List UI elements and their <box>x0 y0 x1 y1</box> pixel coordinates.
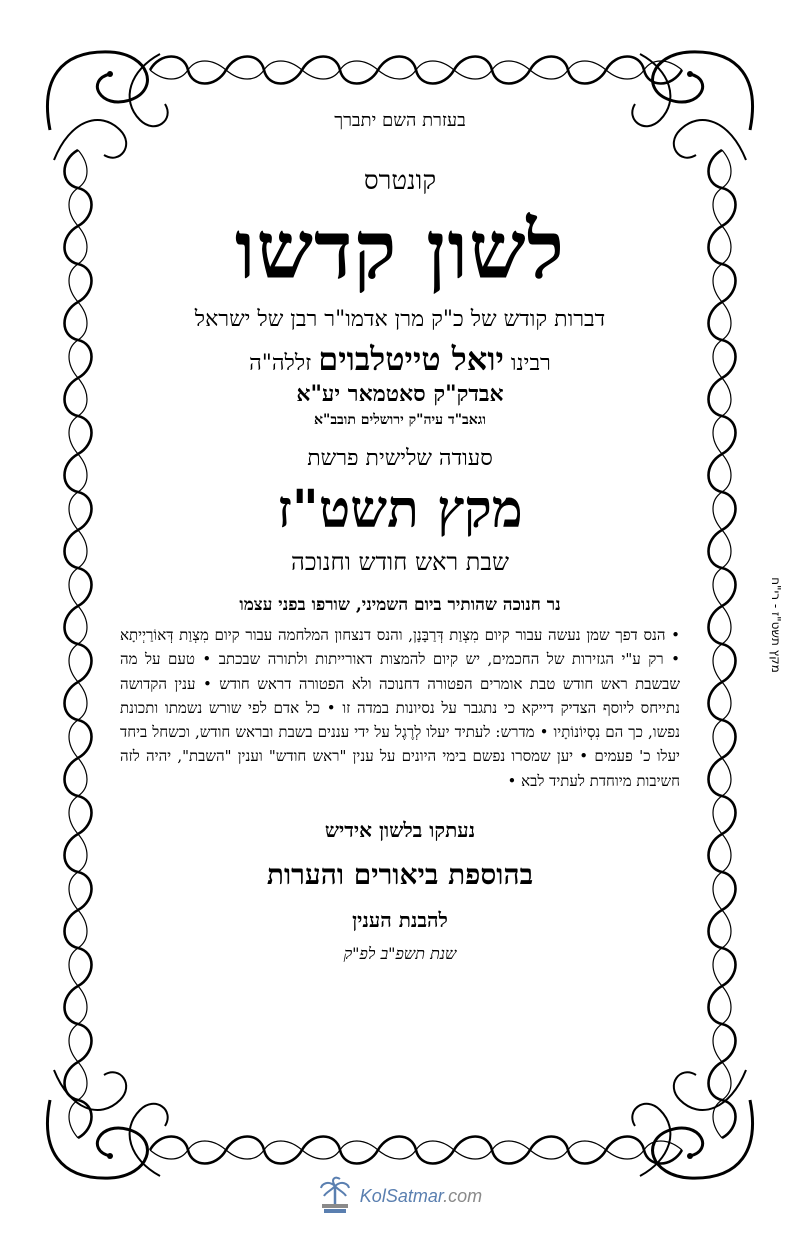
understanding-note: להבנת הענין <box>352 908 448 933</box>
author-name: יואל טייטלבוים <box>318 340 504 378</box>
author-suffix: זללה"ה <box>249 351 312 376</box>
translation-note: נעתקו בלשון אידיש <box>324 818 476 843</box>
author-title-satmar: אבדק"ק סאטמאר יע"א <box>296 381 504 407</box>
logo-wordmark <box>360 1186 482 1207</box>
logo-domain: .com <box>443 1185 483 1206</box>
side-label: מקץ תשט"ז - רי"ח <box>769 577 783 673</box>
author-prefix: רבינו <box>510 351 551 376</box>
logo-name: KolSatmar <box>359 1185 444 1206</box>
title-page-content <box>120 110 680 965</box>
summary-text: • הנס דפך שמן נעשה עבור קיום מִצְוַת דְּרַבָּנָן, והנס דנצחון המלחמה עבור קיום מִצְוַת דְּאוֹרַיְיתָא • רק ע"י הגזירות של החכמים, יש קיום להמצות דאורייתות ולתורה שבכתב • טעם על מה שבשבת ראש חודש טבת אומרים הפטורה דחנוכה ולא הפטורה דראש חודש • ענין הקדושה נתייחס ליוסף הצדיק דייקא כי נתגבר על נסיונות במדה זו • כל אדם לפי שורש נשמתו ותכונת נפשו, כך הם נִסְיוֹנוֹתָיו • מדרש: לעתיד יעלו לְרֶגֶל על ידי עננים בשבת ובראש חודש, וכשחל ביחד יעלו כ' פעמים • יען שמסרו נפשם בימי היונים על ענין "ראש חודש" וענין "השבת", יהיה לזה חשיבות מיוחדת לעתיד לבא • <box>120 626 680 790</box>
publication-year: שנת תשפ"ב לפ"ק <box>343 944 457 964</box>
shabbos-occasion: שבת ראש חודש וחנוכה <box>291 548 509 576</box>
kuntres-label: קונטרס <box>363 166 437 196</box>
book-title: לשון קדשו <box>234 203 566 297</box>
seuda-label: סעודה שלישית פרשת <box>307 446 493 471</box>
author-description: דברות קודש של כ"ק מרן אדמו"ר רבן של ישראל <box>194 307 606 332</box>
kolsatmar-logo[interactable] <box>300 1174 500 1218</box>
additions-note: בהוספת ביאורים והערות <box>266 858 534 892</box>
parsha-year: מקץ תשט"ז <box>277 479 523 540</box>
palm-tree-books-icon <box>318 1176 352 1216</box>
author-title-jerusalem: וגאב"ד עיה"ק ירושלים תובב"א <box>314 412 486 428</box>
author-name-line <box>120 340 680 379</box>
opening-blessing: בעזרת השם יתברך <box>334 110 466 131</box>
summary-topic: נר חנוכה שהותיר ביום השמיני, שורפו בפני עצמו <box>239 595 561 615</box>
